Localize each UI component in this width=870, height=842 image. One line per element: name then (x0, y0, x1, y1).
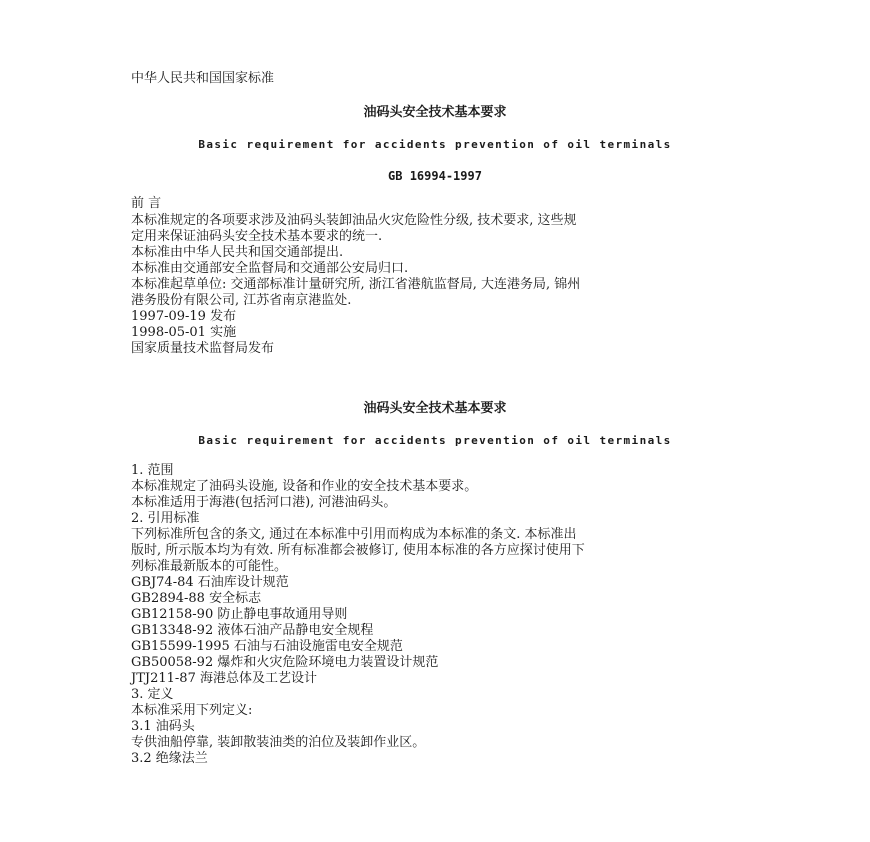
section-heading-references: 2. 引用标准 (131, 511, 200, 526)
body-line: 本标准规定了油码头设施, 设备和作业的安全技术基本要求。 (131, 479, 478, 494)
body-line: 本标准采用下列定义: (131, 703, 253, 718)
body-line: 列标准最新版本的可能性。 (131, 559, 288, 574)
body-line: 版时, 所示版本均为有效. 所有标准都会被修订, 使用本标准的各方应探讨使用下 (131, 543, 585, 558)
reference-item: GB50058-92 爆炸和火灾危险环境电力装置设计规范 (131, 655, 439, 670)
reference-item: GB15599-1995 石油与石油设施雷电安全规范 (131, 639, 403, 654)
body-title-cn: 油码头安全技术基本要求 (363, 401, 507, 416)
reference-item: GBJ74-84 石油库设计规范 (131, 575, 289, 590)
reference-item: GB13348-92 液体石油产品静电安全规程 (131, 623, 374, 638)
section-heading-definitions: 3. 定义 (131, 687, 174, 702)
reference-item: JTJ211-87 海港总体及工艺设计 (131, 671, 317, 686)
foreword-line: 本标准规定的各项要求涉及油码头装卸油品火灾危险性分级, 技术要求, 这些规 (131, 213, 577, 228)
issuer-line: 中华人民共和国国家标准 (131, 71, 275, 86)
subsection-heading: 3.2 绝缘法兰 (131, 751, 208, 766)
foreword-line: 港务股份有限公司, 江苏省南京港监处. (131, 293, 352, 308)
publisher-line: 国家质量技术监督局发布 (131, 341, 275, 356)
cover-title-cn: 油码头安全技术基本要求 (363, 105, 507, 120)
section-heading-scope: 1. 范围 (131, 463, 174, 478)
body-line: 专供油船停靠, 装卸散装油类的泊位及装卸作业区。 (131, 735, 426, 750)
release-date: 1997-09-19 发布 (131, 309, 237, 324)
body-title-en: Basic requirement for accidents prevention of oil terminals (198, 434, 672, 447)
cover-title-en: Basic requirement for accidents prevention of oil terminals (198, 138, 672, 151)
implement-date: 1998-05-01 实施 (131, 325, 237, 340)
subsection-heading: 3.1 油码头 (131, 719, 195, 734)
body-line: 下列标准所包含的条文, 通过在本标准中引用而构成为本标准的条文. 本标准出 (131, 527, 577, 542)
foreword-line: 本标准由交通部安全监督局和交通部公安局归口. (131, 261, 409, 276)
reference-item: GB2894-88 安全标志 (131, 591, 262, 606)
standard-number: GB 16994-1997 (388, 169, 482, 183)
reference-item: GB12158-90 防止静电事故通用导则 (131, 607, 348, 622)
body-line: 本标准适用于海港(包括河口港), 河港油码头。 (131, 495, 397, 510)
foreword-line: 定用来保证油码头安全技术基本要求的统一. (131, 229, 383, 244)
foreword-line: 本标准起草单位: 交通部标准计量研究所, 浙江省港航监督局, 大连港务局, 锦州 (131, 277, 581, 292)
foreword-line: 本标准由中华人民共和国交通部提出. (131, 245, 344, 260)
foreword-heading: 前 言 (131, 196, 162, 211)
